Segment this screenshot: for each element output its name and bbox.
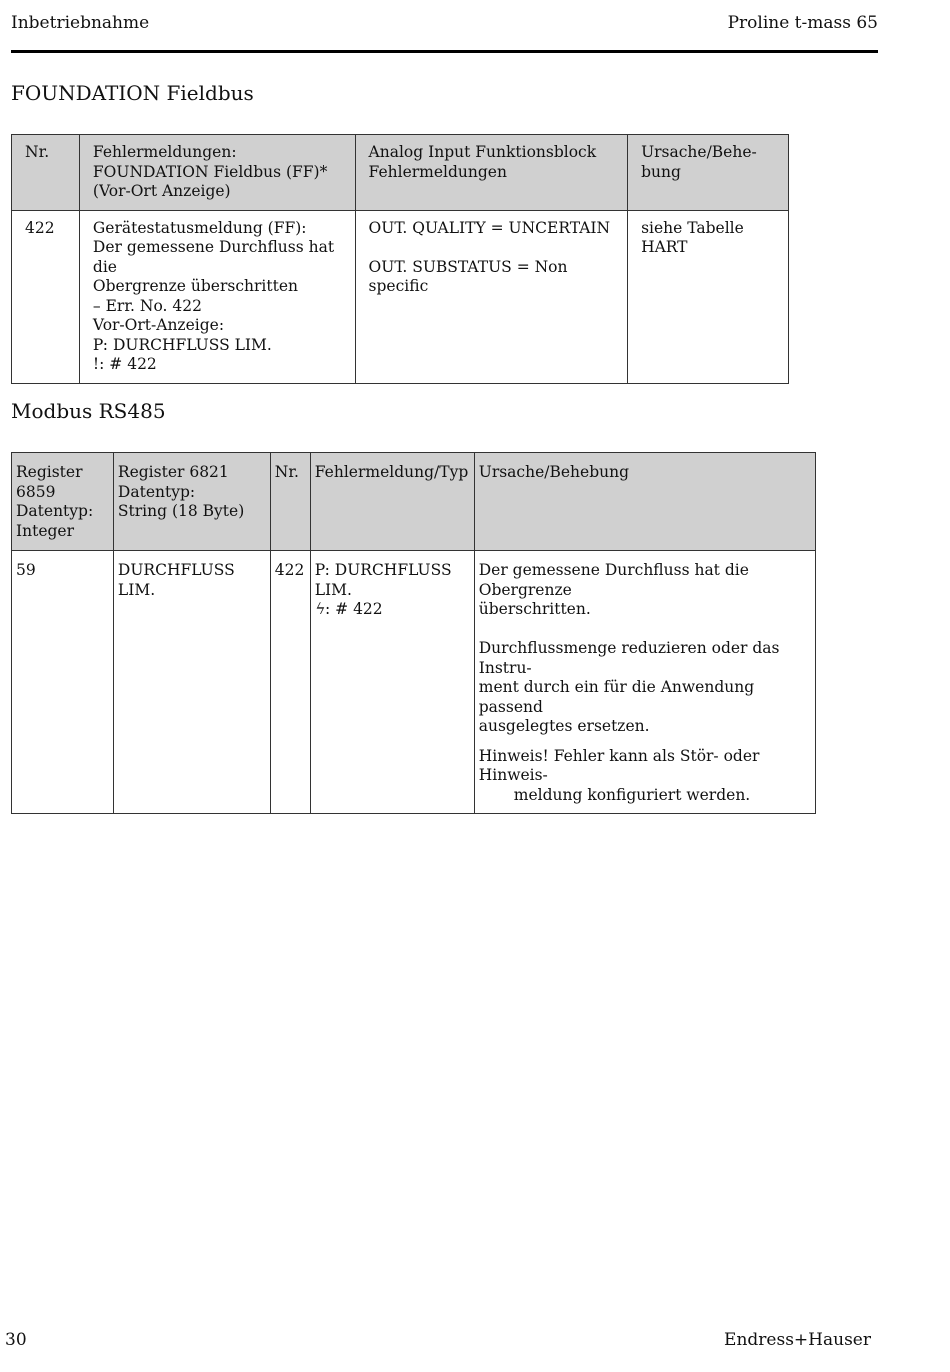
col-analog-input: Analog Input Funktionsblock Fehlermeldungen bbox=[355, 135, 628, 211]
cell-register-6821: DURCHFLUSS LIM. bbox=[113, 551, 270, 814]
header-section-title: Inbetriebnahme bbox=[11, 13, 150, 33]
col-fehlermeldung-typ: Fehlermeldung/Typ bbox=[310, 453, 474, 551]
cell-message: Gerätestatusmeldung (FF): Der gemessene Durchfluss hat die Obergrenze überschritten – Err. No. 422 Vor-Ort-Anzeige: P: DURCHFLUSS LIM. !: # 422 bbox=[79, 210, 355, 383]
cell-message: P: DURCHFLUSS LIM. ϟ: # 422 bbox=[310, 551, 474, 814]
table-row bbox=[12, 210, 789, 383]
cell-nr: 422 bbox=[270, 551, 310, 814]
modbus-error-table bbox=[11, 452, 816, 814]
page-number: 30 bbox=[5, 1330, 27, 1350]
brand-name: Endress+Hauser bbox=[724, 1330, 871, 1350]
cell-nr: 422 bbox=[12, 210, 80, 383]
header-product-name: Proline t-mass 65 bbox=[727, 13, 878, 33]
col-fehlermeldungen: Fehlermeldungen: FOUNDATION Fieldbus (FF)* (Vor-Ort Anzeige) bbox=[79, 135, 355, 211]
col-register-6859: Register 6859 Datentyp: Integer bbox=[12, 453, 114, 551]
col-nr: Nr. bbox=[270, 453, 310, 551]
table-row bbox=[12, 551, 816, 814]
col-ursache: Ursache/Behe- bung bbox=[628, 135, 789, 211]
table-header-row bbox=[12, 453, 816, 551]
cell-analog: OUT. QUALITY = UNCERTAIN OUT. SUBSTATUS = Non specific bbox=[355, 210, 628, 383]
cell-cause: Der gemessene Durchfluss hat die Obergrenze überschritten. Durchflussmenge reduzieren oder das Instru- ment durch ein für die Anwendung passend ausgelegtes ersetzen. Hinweis! Fehler kann als Stör- oder Hinweis- meldung konfiguriert werden. bbox=[474, 551, 815, 814]
foundation-section-title: FOUNDATION Fieldbus bbox=[11, 81, 254, 105]
lightning-icon: ϟ bbox=[313, 600, 327, 618]
col-ursache-behebung: Ursache/Behebung bbox=[474, 453, 815, 551]
col-nr: Nr. bbox=[12, 135, 80, 211]
cell-cause: siehe Tabelle HART bbox=[628, 210, 789, 383]
cell-register-6859: 59 bbox=[12, 551, 114, 814]
table-header-row bbox=[12, 135, 789, 211]
header-rule bbox=[11, 50, 878, 53]
modbus-section-title: Modbus RS485 bbox=[11, 399, 166, 423]
foundation-error-table bbox=[11, 134, 789, 384]
col-register-6821: Register 6821 Datentyp: String (18 Byte) bbox=[113, 453, 270, 551]
